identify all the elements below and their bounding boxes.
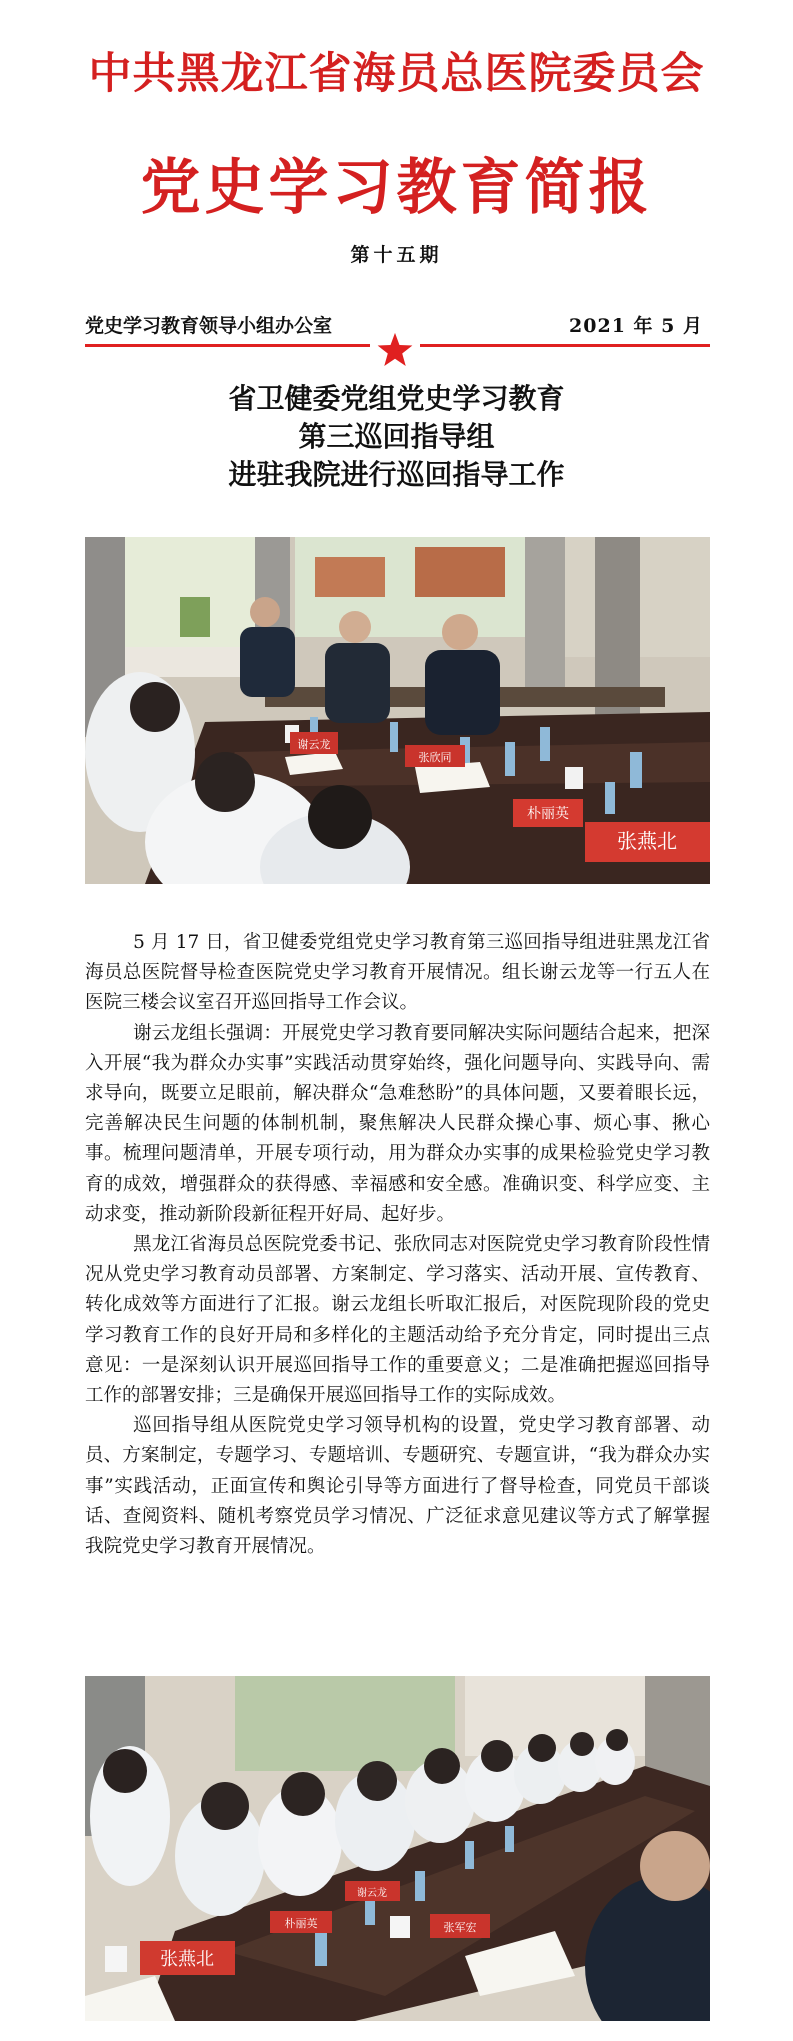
article-body xyxy=(85,928,710,1562)
nameplate-2: 张欣同 xyxy=(418,751,452,764)
bulletin-title: 党史学习教育简报 xyxy=(140,153,653,223)
headline-line-3: 进驻我院进行巡回指导工作 xyxy=(228,458,565,491)
article-headline xyxy=(0,380,793,494)
headline-line-2: 第三巡回指导组 xyxy=(298,420,495,453)
organization-name: 中共黑龙江省海员总医院委员会 xyxy=(88,49,705,99)
divider-right xyxy=(420,344,710,347)
body-paragraph-4: 巡回指导组从医院党史学习领导机构的设置，党史学习教育部署、动员、方案制定，专题学习、专题培训、专题研究、专题宣讲，“我为群众办实事”实践活动，正面宣传和舆论引导等方面进行了督导检查，同党员干部谈话、查阅资料、随机考察党员学习情况、广泛征求意见建议等方式了解掌握我院党史学习教育开展情况。 xyxy=(85,1415,710,1558)
body-paragraph-1: 5 月 17 日，省卫健委党组党史学习教育第三巡回指导组进驻黑龙江省海员总医院督导检查医院党史学习教育开展情况。组长谢云龙等一行五人在医院三楼会议室召开巡回指导工作会议。 xyxy=(85,932,710,1014)
issuing-office: 党史学习教育领导小组办公室 xyxy=(85,315,333,337)
nameplate-3: 朴丽英 xyxy=(527,806,569,822)
nameplate-4: 张燕北 xyxy=(617,829,677,853)
nameplate-6: 朴丽英 xyxy=(284,1917,318,1930)
headline-line-1: 省卫健委党组党史学习教育 xyxy=(228,382,565,415)
meeting-photo-1 xyxy=(85,537,710,884)
meeting-photo-2 xyxy=(85,1676,710,2021)
red-star-icon xyxy=(376,331,414,369)
divider-left xyxy=(85,344,370,347)
nameplate-7: 谢云龙 xyxy=(357,1888,387,1899)
nameplate-1: 谢云龙 xyxy=(297,738,331,751)
body-paragraph-2: 谢云龙组长强调：开展党史学习教育要同解决实际问题结合起来，把深入开展“我为群众办实事”实践活动贯穿始终，强化问题导向、实践导向、需求导向，既要立足眼前，解决群众“急难愁盼”的具体问题，又要着眼长远，完善解决民生问题的体制机制，聚焦解决人民群众操心事、烦心事、揪心事。梳理问题清单，开展专项行动，用为群众办实事的成果检验党史学习教育的成效，增强群众的获得感、幸福感和安全感。准确识变、科学应变、主动求变，推动新阶段新征程开好局、起好步。 xyxy=(85,1022,710,1225)
nameplate-8: 张军宏 xyxy=(443,1921,477,1934)
issue-number: 第十五期 xyxy=(350,244,443,266)
nameplate-5: 张燕北 xyxy=(160,1949,214,1970)
issue-date: 2021 年 5 月 xyxy=(569,315,703,337)
body-paragraph-3: 黑龙江省海员总医院党委书记、张欣同志对医院党史学习教育阶段性情况从党史学习教育动员部署、方案制定、学习落实、活动开展、宣传教育、转化成效等方面进行了汇报。谢云龙组长听取汇报后，对医院现阶段的党史学习教育工作的良好开局和多样化的主题活动给予充分肯定，同时提出三点意见：一是深刻认识开展巡回指导工作的重要意义；二是准确把握巡回指导工作的部署安排；三是确保开展巡回指导工作的实际成效。 xyxy=(85,1234,710,1407)
